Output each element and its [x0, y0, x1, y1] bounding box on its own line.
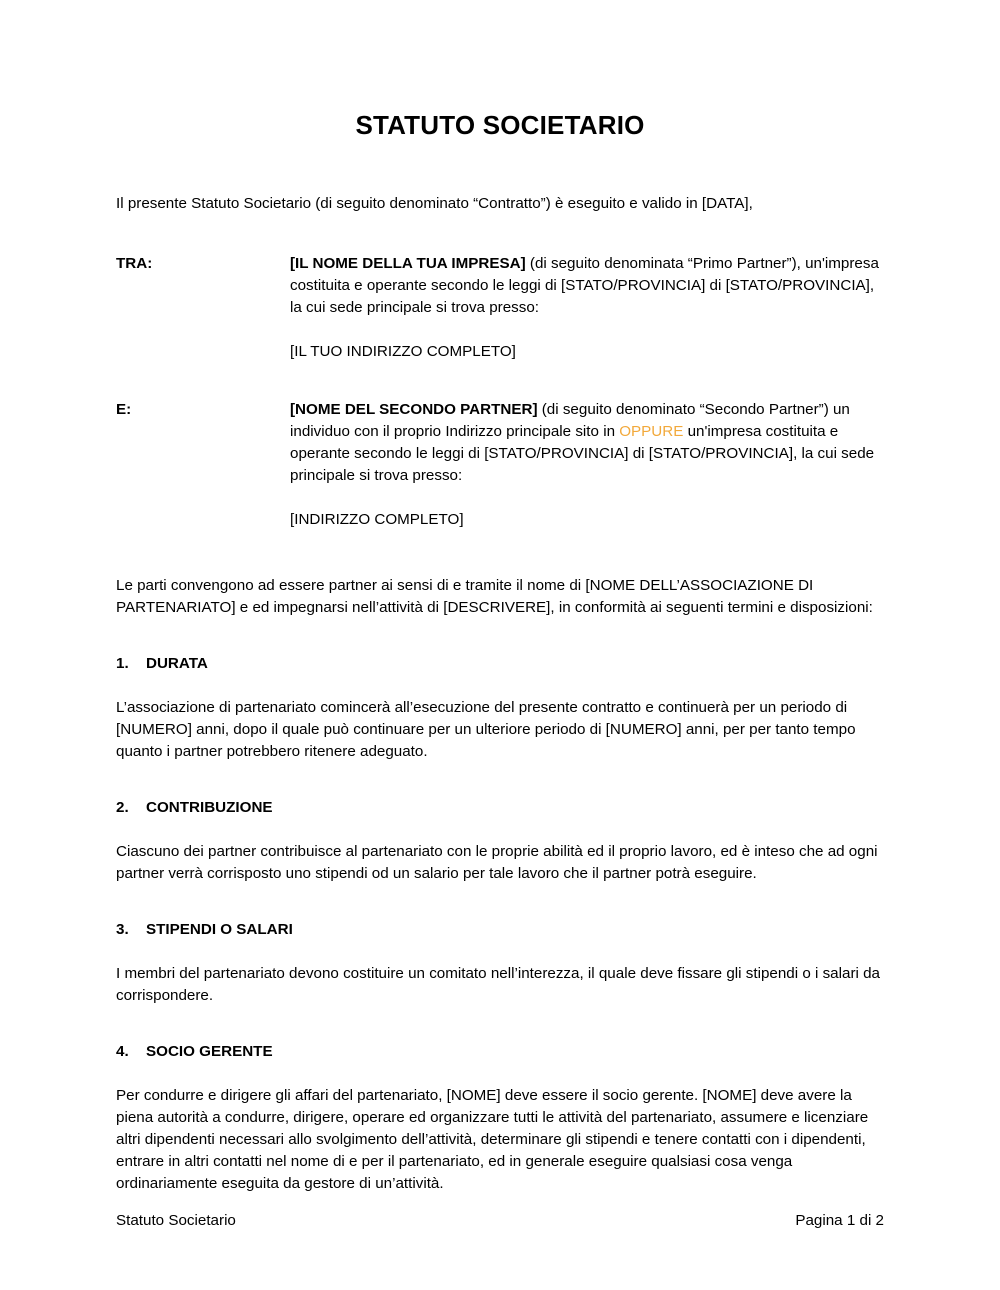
party-label-tra: TRA: — [116, 255, 153, 273]
section-1-number: 1. — [116, 655, 129, 673]
party-second-name: [NOME DEL SECONDO PARTNER] — [290, 401, 538, 419]
party-first-name: [IL NOME DELLA TUA IMPRESA] — [290, 255, 526, 273]
document-content — [116, 0, 884, 1195]
recital-paragraph: Le parti convengono ad essere partner ai sensi di e tramite il nome di [NOME DELL’ASSOCIAZIONE DI PARTENARIATO] e ed impegnarsi nell’attività di [DESCRIVERE], in conformità ai seguenti termini e disposizioni: — [116, 577, 873, 617]
page-title: STATUTO SOCIETARIO — [355, 110, 645, 140]
party-label-e: E: — [116, 401, 132, 419]
party-second-address: [INDIRIZZO COMPLETO] — [290, 511, 464, 529]
party-block-second — [116, 363, 884, 531]
section-4-body: Per condurre e dirigere gli affari del partenariato, [NOME] deve essere il socio gerente. [NOME] deve avere la piena autorità a condurre, dirigere, operare ed organizzare tutti le attività del partenariato, assumere e licenziare altri dipendenti necessari allo svolgimento dell’attività, determinare gli stipendi e tenere contatti con i dipendenti, entrare in altri contatti nel nome di e per il partenariato, ed in generale eseguire qualsiasi cosa venga ordinariamente eseguita da gestore di un’attività. — [116, 1087, 869, 1193]
section-1-body: L’associazione di partenariato comincerà all’esecuzione del presente contratto e continuerà per un periodo di [NUMERO] anni, dopo il quale può continuare per un ulteriore periodo di [NUMERO] anni, per per tanto tempo quanto i partner potrebbero ritenere adeguato. — [116, 699, 856, 761]
section-4 — [116, 1007, 884, 1195]
section-2-title: CONTRIBUZIONE — [146, 799, 273, 817]
section-3 — [116, 885, 884, 1007]
section-2 — [116, 763, 884, 885]
section-4-title: SOCIO GERENTE — [146, 1043, 273, 1061]
intro-paragraph: Il presente Statuto Societario (di seguito denominato “Contratto”) è eseguito e valido in [DATA], — [116, 195, 753, 213]
page-footer — [116, 1210, 884, 1232]
section-1-heading — [116, 653, 884, 675]
section-4-number: 4. — [116, 1043, 129, 1061]
footer-document-name: Statuto Societario — [116, 1212, 236, 1229]
party-first-address: [IL TUO INDIRIZZO COMPLETO] — [290, 343, 516, 361]
footer-page-number: Pagina 1 di 2 — [795, 1212, 884, 1229]
party-second-text-after: un'impresa costituita e operante secondo le leggi di [STATO/PROVINCIA] di [STATO/PROVINCIA], la cui sede principale si trova presso: — [290, 423, 875, 485]
party-second-highlight-oppure: OPPURE — [619, 423, 684, 441]
party-body-first — [290, 253, 884, 363]
section-3-body: I membri del partenariato devono costituire un comitato nell’interezza, il quale deve fissare gli stipendi o i salari da corrispondere. — [116, 965, 880, 1005]
section-3-title: STIPENDI O SALARI — [146, 921, 293, 939]
party-body-second — [290, 399, 884, 531]
section-1 — [116, 619, 884, 763]
section-3-heading — [116, 919, 884, 941]
party-second-text-before: (di seguito denominato “Secondo Partner”) un individuo con il proprio Indirizzo principale sito in — [290, 401, 850, 441]
party-first-text: (di seguito denominata “Primo Partner”), un'impresa costituita e operante secondo le leggi di [STATO/PROVINCIA] di [STATO/PROVINCIA], la cui sede principale si trova presso: — [290, 255, 879, 317]
section-2-number: 2. — [116, 799, 129, 817]
section-4-heading — [116, 1041, 884, 1063]
section-1-title: DURATA — [146, 655, 208, 673]
section-2-body: Ciascuno dei partner contribuisce al partenariato con le proprie abilità ed il proprio lavoro, ed è inteso che ad ogni partner verrà corrisposto uno stipendi od un salario per tale lavoro che il partner potrà eseguire. — [116, 843, 878, 883]
section-3-number: 3. — [116, 921, 129, 939]
section-2-heading — [116, 797, 884, 819]
party-block-first — [116, 215, 884, 363]
